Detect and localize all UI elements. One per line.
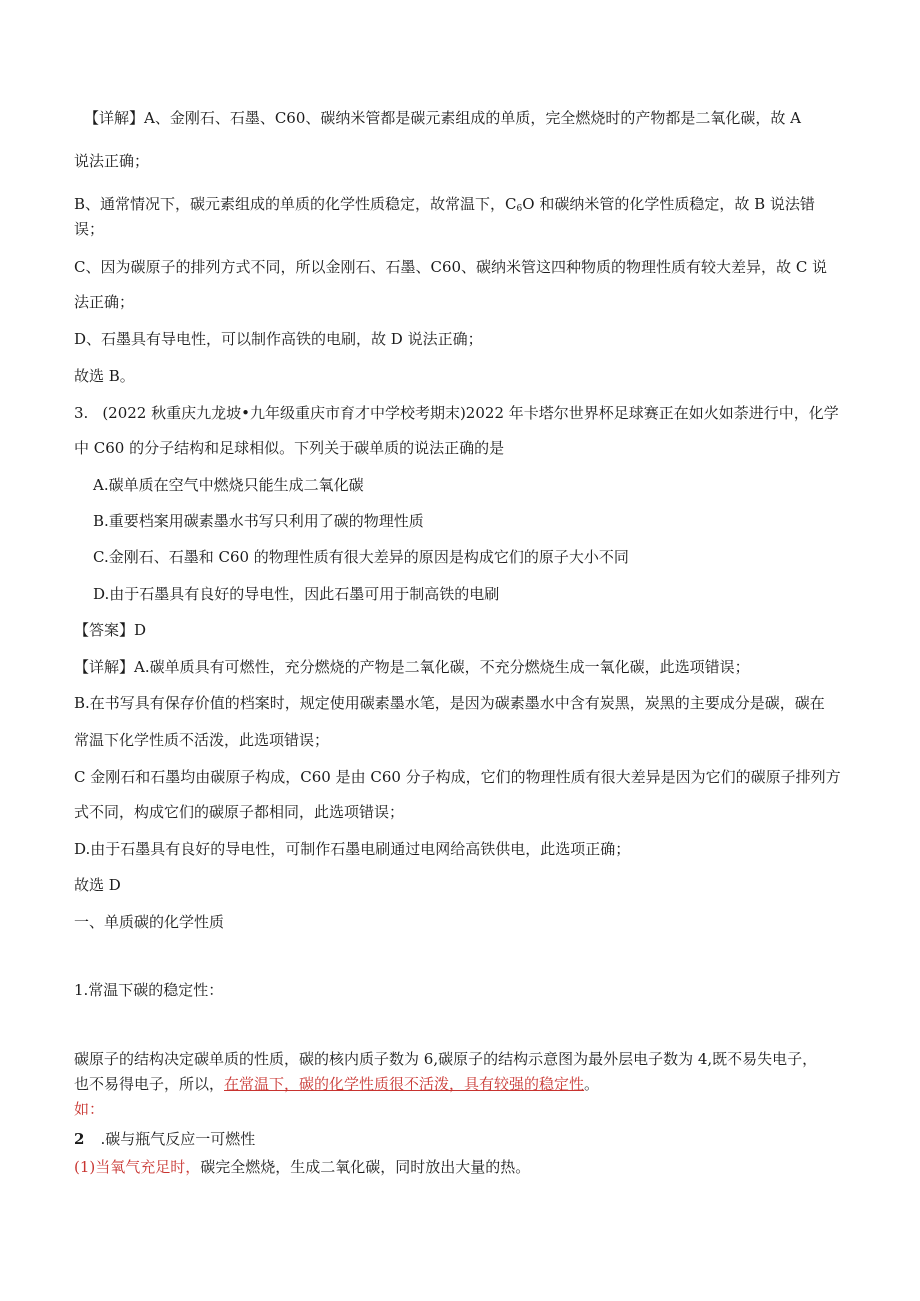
answer: 【答案】D [74, 621, 147, 639]
paragraph-line-1: 碳原子的结构决定碳单质的性质，碳的核内质子数为 6,碳原子的结构示意图为最外层电子数为 4,既不易失电子， [74, 1050, 818, 1068]
subheading-2 [74, 1129, 255, 1149]
para-highlight: 在常温下，碳的化学性质很不活泼，具有较强的稳定性 [224, 1075, 585, 1093]
detail-1-c-line-2: 法正确； [74, 293, 135, 311]
detail-2-a: 【详解】A.碳单质具有可燃性，充分燃烧的产物是二氧化碳，不充分燃烧生成一氧化碳，此选项错误； [74, 658, 750, 676]
b-text-pre: B、通常情况下，碳元素组成的单质的化学性质稳定，故常温下，C [74, 195, 517, 213]
paragraph-line-2 [74, 1074, 599, 1094]
detail-1-c-line-1: C、因为碳原子的排列方式不同，所以金刚石、石墨、C60、碳纳米管这四种物质的物理性质有较大差异，故 C 说 [74, 258, 828, 276]
question-3-line-1 [74, 403, 839, 423]
section-heading: 一、单质碳的化学性质 [74, 913, 225, 931]
option-b: B.重要档案用碳素墨水书写只利用了碳的物理性质 [93, 512, 424, 530]
detail-1-b-line-1 [74, 194, 815, 219]
option-a: A.碳单质在空气中燃烧只能生成二氧化碳 [93, 476, 364, 494]
detail-2-choice: 故选 D [74, 876, 121, 894]
para-plain: 也不易得电子，所以， [74, 1075, 225, 1093]
detail-1-d-line: D、石墨具有导电性，可以制作高铁的电刷，故 D 说法正确； [74, 330, 483, 348]
detail-2-c-line-2: 式不同，构成它们的碳原子都相同，此选项错误； [74, 803, 405, 821]
b-subscript: 6 [516, 204, 523, 214]
b-text-post: O 和碳纳米管的化学性质稳定，故 B 说法错 [522, 195, 815, 213]
detail-1-b-line-2: 误； [74, 220, 105, 238]
question-number: 3. [74, 404, 89, 422]
question-stem: (2022 秋重庆九龙坡•九年级重庆市育才中学校考期末)2022 年卡塔尔世界杯足球赛正在如火如荼进行中，化学 [102, 404, 839, 422]
option-d: D.由于石墨具有良好的导电性，因此石墨可用于制高铁的电刷 [93, 585, 500, 603]
subheading-2-text: .碳与瓶气反应一可燃性 [100, 1130, 256, 1148]
item-1 [74, 1157, 530, 1177]
option-c: C.金刚石、石墨和 C60 的物理性质有很大差异的原因是构成它们的原子大小不同 [93, 548, 629, 566]
question-3-line-2: 中 C60 的分子结构和足球相似。下列关于碳单质的说法正确的是 [74, 439, 505, 457]
detail-2-c-line-1: C 金刚石和石墨均由碳原子构成，C60 是由 C60 分子构成，它们的物理性质有很大差异是因为它们的碳原子排列方 [74, 768, 841, 786]
para-end: 。 [584, 1075, 600, 1093]
example-label: 如： [74, 1100, 105, 1118]
subheading-1: 1.常温下碳的稳定性： [74, 981, 224, 999]
detail-2-b-line-2: 常温下化学性质不活泼，此选项错误； [74, 731, 330, 749]
detail-1-line-1: 【详解】A、金刚石、石墨、C60、碳纳米管都是碳元素组成的单质，完全燃烧时的产物都是二氧化碳，故 A [84, 109, 802, 127]
detail-1-line-2: 说法正确； [74, 152, 150, 170]
detail-2-d: D.由于石墨具有良好的导电性，可制作石墨电刷通过电网给高铁供电，此选项正确； [74, 840, 631, 858]
item-1-highlight: (1)当氧气充足时， [74, 1158, 201, 1176]
subheading-2-number: 2 [74, 1130, 85, 1148]
item-1-text: 碳完全燃烧，生成二氧化碳，同时放出大量的热。 [200, 1158, 531, 1176]
detail-2-b-line-1: B.在书写具有保存价值的档案时，规定使用碳素墨水笔，是因为碳素墨水中含有炭黑，炭黑的主要成分是碳，碳在 [74, 694, 825, 712]
detail-1-choice: 故选 B。 [74, 367, 135, 385]
